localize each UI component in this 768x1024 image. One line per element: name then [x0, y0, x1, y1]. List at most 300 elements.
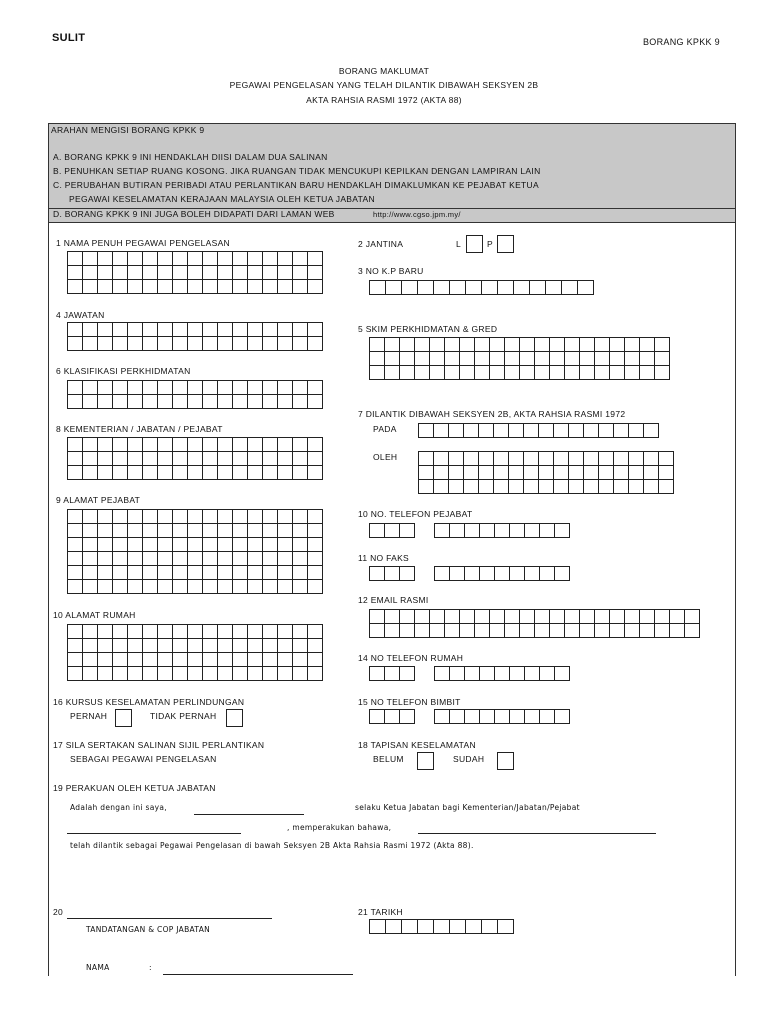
char-box[interactable] — [173, 466, 188, 480]
char-box[interactable] — [464, 480, 479, 494]
char-box[interactable] — [464, 424, 479, 438]
char-box[interactable] — [550, 338, 565, 352]
char-box[interactable] — [555, 524, 570, 538]
char-box[interactable] — [188, 452, 203, 466]
char-box[interactable] — [98, 252, 113, 266]
char-box[interactable] — [218, 639, 233, 653]
char-box[interactable] — [68, 337, 83, 351]
char-box[interactable] — [203, 580, 218, 594]
char-box[interactable] — [460, 338, 475, 352]
char-box[interactable] — [578, 281, 594, 295]
char-box[interactable] — [263, 667, 278, 681]
char-box[interactable] — [498, 281, 514, 295]
char-box[interactable] — [113, 438, 128, 452]
char-box[interactable] — [525, 567, 540, 581]
char-box[interactable] — [113, 510, 128, 524]
char-box[interactable] — [450, 667, 465, 681]
char-box[interactable] — [685, 624, 700, 638]
char-box[interactable] — [494, 452, 509, 466]
char-box[interactable] — [248, 552, 263, 566]
char-box[interactable] — [464, 452, 479, 466]
char-box[interactable] — [308, 452, 323, 466]
char-box[interactable] — [655, 352, 670, 366]
char-box[interactable] — [599, 424, 614, 438]
char-box[interactable] — [263, 280, 278, 294]
char-box[interactable] — [460, 610, 475, 624]
char-box[interactable] — [370, 567, 385, 581]
char-box[interactable] — [490, 624, 505, 638]
char-box[interactable] — [263, 538, 278, 552]
char-box[interactable] — [659, 480, 674, 494]
char-box[interactable] — [308, 552, 323, 566]
char-box[interactable] — [450, 710, 465, 724]
char-box[interactable] — [158, 466, 173, 480]
char-box[interactable] — [188, 381, 203, 395]
char-box[interactable] — [83, 252, 98, 266]
char-box[interactable] — [644, 424, 659, 438]
char-box[interactable] — [445, 610, 460, 624]
char-box[interactable] — [143, 280, 158, 294]
char-box[interactable] — [495, 710, 510, 724]
char-box[interactable] — [370, 710, 385, 724]
char-box[interactable] — [584, 452, 599, 466]
char-box[interactable] — [83, 552, 98, 566]
grid-office-phone-code[interactable] — [369, 523, 415, 538]
char-box[interactable] — [248, 252, 263, 266]
char-box[interactable] — [465, 667, 480, 681]
char-box[interactable] — [475, 338, 490, 352]
char-box[interactable] — [248, 266, 263, 280]
char-box[interactable] — [509, 452, 524, 466]
char-box[interactable] — [419, 452, 434, 466]
char-box[interactable] — [98, 566, 113, 580]
char-box[interactable] — [419, 480, 434, 494]
char-box[interactable] — [233, 381, 248, 395]
char-box[interactable] — [599, 452, 614, 466]
char-box[interactable] — [128, 625, 143, 639]
char-box[interactable] — [68, 524, 83, 538]
grid-service-class[interactable] — [67, 380, 323, 409]
char-box[interactable] — [143, 452, 158, 466]
char-box[interactable] — [203, 552, 218, 566]
char-box[interactable] — [293, 266, 308, 280]
char-box[interactable] — [98, 395, 113, 409]
char-box[interactable] — [278, 395, 293, 409]
char-box[interactable] — [158, 266, 173, 280]
char-box[interactable] — [434, 920, 450, 934]
char-box[interactable] — [293, 337, 308, 351]
char-box[interactable] — [188, 438, 203, 452]
char-box[interactable] — [278, 337, 293, 351]
grid-appointed-date[interactable] — [418, 423, 659, 438]
grid-home-phone[interactable] — [434, 666, 570, 681]
char-box[interactable] — [535, 624, 550, 638]
char-box[interactable] — [113, 452, 128, 466]
char-box[interactable] — [540, 567, 555, 581]
char-box[interactable] — [386, 281, 402, 295]
char-box[interactable] — [465, 567, 480, 581]
char-box[interactable] — [580, 338, 595, 352]
char-box[interactable] — [482, 920, 498, 934]
char-box[interactable] — [218, 252, 233, 266]
char-box[interactable] — [83, 566, 98, 580]
char-box[interactable] — [173, 639, 188, 653]
char-box[interactable] — [435, 524, 450, 538]
char-box[interactable] — [595, 624, 610, 638]
grid-ministry[interactable] — [67, 437, 323, 480]
char-box[interactable] — [370, 366, 385, 380]
char-box[interactable] — [278, 381, 293, 395]
checkbox-vetting-yes[interactable] — [497, 752, 514, 770]
char-box[interactable] — [203, 538, 218, 552]
char-box[interactable] — [68, 438, 83, 452]
char-box[interactable] — [83, 381, 98, 395]
char-box[interactable] — [540, 710, 555, 724]
char-box[interactable] — [113, 639, 128, 653]
char-box[interactable] — [68, 639, 83, 653]
char-box[interactable] — [640, 624, 655, 638]
char-box[interactable] — [128, 466, 143, 480]
char-box[interactable] — [128, 580, 143, 594]
char-box[interactable] — [263, 252, 278, 266]
char-box[interactable] — [565, 352, 580, 366]
char-box[interactable] — [434, 466, 449, 480]
char-box[interactable] — [524, 424, 539, 438]
char-box[interactable] — [278, 524, 293, 538]
char-box[interactable] — [233, 538, 248, 552]
char-box[interactable] — [554, 466, 569, 480]
char-box[interactable] — [278, 438, 293, 452]
char-box[interactable] — [173, 667, 188, 681]
char-box[interactable] — [599, 480, 614, 494]
char-box[interactable] — [599, 466, 614, 480]
char-box[interactable] — [479, 480, 494, 494]
char-box[interactable] — [113, 653, 128, 667]
char-box[interactable] — [98, 438, 113, 452]
char-box[interactable] — [173, 381, 188, 395]
grid-office-address[interactable] — [67, 509, 323, 594]
char-box[interactable] — [539, 424, 554, 438]
char-box[interactable] — [83, 639, 98, 653]
char-box[interactable] — [308, 667, 323, 681]
input-ministry-name[interactable] — [67, 833, 241, 834]
char-box[interactable] — [535, 610, 550, 624]
char-box[interactable] — [584, 466, 599, 480]
char-box[interactable] — [450, 920, 466, 934]
char-box[interactable] — [490, 366, 505, 380]
grid-fax-code[interactable] — [369, 566, 415, 581]
char-box[interactable] — [263, 580, 278, 594]
char-box[interactable] — [173, 566, 188, 580]
char-box[interactable] — [68, 323, 83, 337]
char-box[interactable] — [278, 580, 293, 594]
char-box[interactable] — [610, 338, 625, 352]
website-link[interactable]: http://www.cgso.jpm.my/ — [373, 210, 461, 219]
char-box[interactable] — [293, 381, 308, 395]
char-box[interactable] — [550, 610, 565, 624]
char-box[interactable] — [68, 381, 83, 395]
char-box[interactable] — [494, 480, 509, 494]
char-box[interactable] — [233, 252, 248, 266]
char-box[interactable] — [203, 438, 218, 452]
char-box[interactable] — [83, 438, 98, 452]
char-box[interactable] — [218, 466, 233, 480]
char-box[interactable] — [278, 538, 293, 552]
char-box[interactable] — [158, 625, 173, 639]
char-box[interactable] — [435, 710, 450, 724]
char-box[interactable] — [415, 352, 430, 366]
char-box[interactable] — [400, 610, 415, 624]
char-box[interactable] — [370, 524, 385, 538]
char-box[interactable] — [188, 625, 203, 639]
char-box[interactable] — [248, 524, 263, 538]
char-box[interactable] — [158, 653, 173, 667]
char-box[interactable] — [490, 352, 505, 366]
char-box[interactable] — [143, 639, 158, 653]
char-box[interactable] — [173, 266, 188, 280]
char-box[interactable] — [188, 323, 203, 337]
char-box[interactable] — [293, 395, 308, 409]
char-box[interactable] — [68, 625, 83, 639]
char-box[interactable] — [158, 538, 173, 552]
char-box[interactable] — [218, 452, 233, 466]
checkbox-course-yes[interactable] — [115, 709, 132, 727]
char-box[interactable] — [83, 323, 98, 337]
char-box[interactable] — [293, 625, 308, 639]
char-box[interactable] — [308, 252, 323, 266]
char-box[interactable] — [465, 710, 480, 724]
char-box[interactable] — [203, 337, 218, 351]
char-box[interactable] — [128, 395, 143, 409]
char-box[interactable] — [614, 452, 629, 466]
char-box[interactable] — [520, 338, 535, 352]
grid-date[interactable] — [369, 919, 514, 934]
char-box[interactable] — [629, 424, 644, 438]
char-box[interactable] — [490, 338, 505, 352]
char-box[interactable] — [263, 452, 278, 466]
char-box[interactable] — [539, 480, 554, 494]
char-box[interactable] — [610, 352, 625, 366]
char-box[interactable] — [128, 452, 143, 466]
char-box[interactable] — [158, 452, 173, 466]
char-box[interactable] — [430, 624, 445, 638]
char-box[interactable] — [569, 466, 584, 480]
char-box[interactable] — [188, 337, 203, 351]
char-box[interactable] — [625, 338, 640, 352]
char-box[interactable] — [293, 639, 308, 653]
char-box[interactable] — [233, 510, 248, 524]
char-box[interactable] — [113, 580, 128, 594]
char-box[interactable] — [278, 452, 293, 466]
char-box[interactable] — [434, 480, 449, 494]
char-box[interactable] — [218, 667, 233, 681]
char-box[interactable] — [655, 624, 670, 638]
char-box[interactable] — [278, 653, 293, 667]
char-box[interactable] — [233, 438, 248, 452]
char-box[interactable] — [98, 266, 113, 280]
char-box[interactable] — [218, 653, 233, 667]
char-box[interactable] — [128, 552, 143, 566]
checkbox-gender-p[interactable] — [497, 235, 514, 253]
char-box[interactable] — [143, 667, 158, 681]
char-box[interactable] — [595, 366, 610, 380]
char-box[interactable] — [113, 552, 128, 566]
char-box[interactable] — [98, 667, 113, 681]
char-box[interactable] — [475, 366, 490, 380]
char-box[interactable] — [263, 625, 278, 639]
char-box[interactable] — [550, 624, 565, 638]
char-box[interactable] — [400, 338, 415, 352]
char-box[interactable] — [625, 366, 640, 380]
char-box[interactable] — [415, 624, 430, 638]
char-box[interactable] — [540, 524, 555, 538]
char-box[interactable] — [68, 395, 83, 409]
char-box[interactable] — [248, 566, 263, 580]
char-box[interactable] — [173, 524, 188, 538]
char-box[interactable] — [370, 920, 386, 934]
char-box[interactable] — [475, 610, 490, 624]
char-box[interactable] — [419, 424, 434, 438]
char-box[interactable] — [418, 920, 434, 934]
char-box[interactable] — [546, 281, 562, 295]
char-box[interactable] — [510, 567, 525, 581]
char-box[interactable] — [475, 624, 490, 638]
char-box[interactable] — [188, 524, 203, 538]
char-box[interactable] — [400, 710, 415, 724]
char-box[interactable] — [188, 252, 203, 266]
char-box[interactable] — [98, 381, 113, 395]
checkbox-course-no[interactable] — [226, 709, 243, 727]
char-box[interactable] — [98, 639, 113, 653]
char-box[interactable] — [188, 580, 203, 594]
char-box[interactable] — [68, 538, 83, 552]
char-box[interactable] — [68, 653, 83, 667]
char-box[interactable] — [158, 323, 173, 337]
char-box[interactable] — [450, 567, 465, 581]
char-box[interactable] — [595, 610, 610, 624]
char-box[interactable] — [218, 381, 233, 395]
char-box[interactable] — [263, 323, 278, 337]
char-box[interactable] — [143, 510, 158, 524]
grid-home-phone-code[interactable] — [369, 666, 415, 681]
char-box[interactable] — [68, 566, 83, 580]
char-box[interactable] — [113, 266, 128, 280]
char-box[interactable] — [128, 524, 143, 538]
char-box[interactable] — [218, 552, 233, 566]
char-box[interactable] — [203, 381, 218, 395]
char-box[interactable] — [644, 452, 659, 466]
char-box[interactable] — [460, 352, 475, 366]
char-box[interactable] — [293, 510, 308, 524]
char-box[interactable] — [445, 366, 460, 380]
char-box[interactable] — [495, 567, 510, 581]
char-box[interactable] — [263, 653, 278, 667]
char-box[interactable] — [495, 667, 510, 681]
char-box[interactable] — [128, 337, 143, 351]
char-box[interactable] — [263, 510, 278, 524]
char-box[interactable] — [308, 625, 323, 639]
char-box[interactable] — [248, 538, 263, 552]
char-box[interactable] — [520, 624, 535, 638]
char-box[interactable] — [449, 466, 464, 480]
char-box[interactable] — [83, 538, 98, 552]
char-box[interactable] — [188, 639, 203, 653]
char-box[interactable] — [385, 524, 400, 538]
char-box[interactable] — [386, 920, 402, 934]
char-box[interactable] — [640, 352, 655, 366]
char-box[interactable] — [83, 625, 98, 639]
char-box[interactable] — [659, 466, 674, 480]
char-box[interactable] — [83, 395, 98, 409]
char-box[interactable] — [263, 381, 278, 395]
char-box[interactable] — [419, 466, 434, 480]
char-box[interactable] — [158, 552, 173, 566]
char-box[interactable] — [434, 281, 450, 295]
grid-position[interactable] — [67, 322, 323, 351]
char-box[interactable] — [173, 510, 188, 524]
char-box[interactable] — [479, 466, 494, 480]
char-box[interactable] — [494, 466, 509, 480]
char-box[interactable] — [308, 466, 323, 480]
char-box[interactable] — [113, 566, 128, 580]
char-box[interactable] — [629, 480, 644, 494]
char-box[interactable] — [188, 552, 203, 566]
char-box[interactable] — [233, 337, 248, 351]
input-signature[interactable] — [67, 918, 272, 919]
char-box[interactable] — [173, 395, 188, 409]
char-box[interactable] — [218, 395, 233, 409]
char-box[interactable] — [385, 567, 400, 581]
char-box[interactable] — [435, 567, 450, 581]
char-box[interactable] — [263, 552, 278, 566]
char-box[interactable] — [278, 252, 293, 266]
char-box[interactable] — [293, 452, 308, 466]
char-box[interactable] — [308, 395, 323, 409]
char-box[interactable] — [128, 266, 143, 280]
char-box[interactable] — [173, 252, 188, 266]
char-box[interactable] — [524, 466, 539, 480]
char-box[interactable] — [434, 424, 449, 438]
char-box[interactable] — [68, 280, 83, 294]
char-box[interactable] — [203, 639, 218, 653]
char-box[interactable] — [98, 538, 113, 552]
char-box[interactable] — [233, 625, 248, 639]
input-officer-name[interactable] — [418, 833, 656, 834]
char-box[interactable] — [233, 280, 248, 294]
char-box[interactable] — [83, 667, 98, 681]
char-box[interactable] — [293, 552, 308, 566]
char-box[interactable] — [580, 366, 595, 380]
char-box[interactable] — [218, 266, 233, 280]
char-box[interactable] — [385, 352, 400, 366]
char-box[interactable] — [248, 653, 263, 667]
char-box[interactable] — [640, 338, 655, 352]
char-box[interactable] — [430, 352, 445, 366]
char-box[interactable] — [479, 452, 494, 466]
char-box[interactable] — [143, 266, 158, 280]
char-box[interactable] — [520, 366, 535, 380]
char-box[interactable] — [625, 352, 640, 366]
char-box[interactable] — [188, 653, 203, 667]
char-box[interactable] — [278, 466, 293, 480]
char-box[interactable] — [173, 538, 188, 552]
char-box[interactable] — [68, 552, 83, 566]
char-box[interactable] — [128, 381, 143, 395]
char-box[interactable] — [218, 280, 233, 294]
char-box[interactable] — [113, 395, 128, 409]
char-box[interactable] — [400, 524, 415, 538]
char-box[interactable] — [525, 667, 540, 681]
